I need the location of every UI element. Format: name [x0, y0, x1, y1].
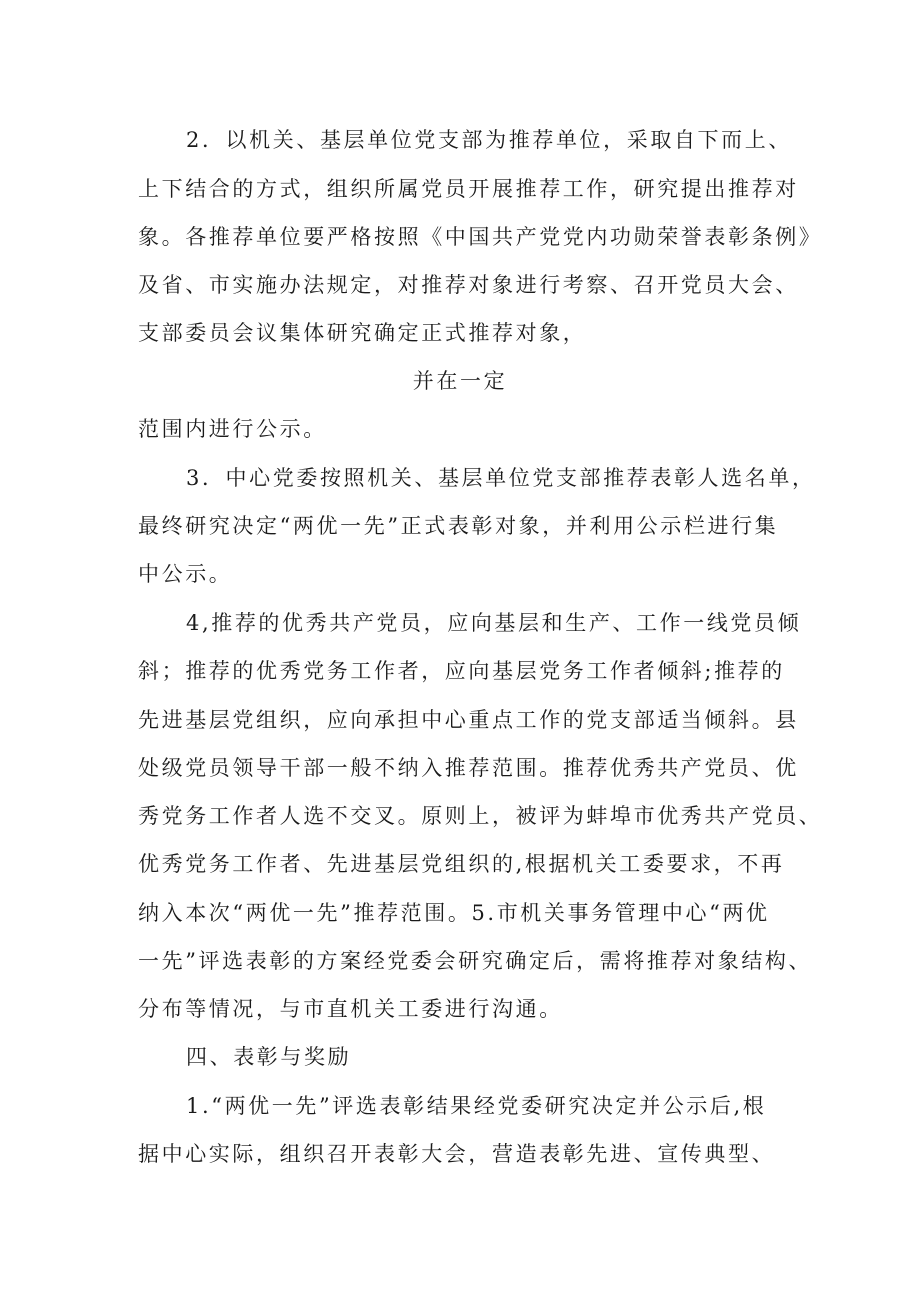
paragraph-4-line-6: 优秀党务工作者、先进基层党组织的,根据机关工委要求，不再 — [138, 852, 785, 876]
paragraph-3-line-1: 3．中心党委按照机关、基层单位党支部推荐表彰人选名单， — [186, 466, 816, 490]
paragraph-4-line-3: 先进基层党组织，应向承担中心重点工作的党支部适当倾斜。县 — [138, 708, 799, 732]
paragraph-5-line-2: 据中心实际，组织召开表彰大会，营造表彰先进、宣传典型、 — [138, 1142, 776, 1166]
paragraph-2-line-2: 上下结合的方式，组织所属党员开展推荐工作，研究提出推荐对 — [138, 177, 799, 201]
paragraph-3-line-2: 最终研究决定“两优一先”正式表彰对象，并利用公示栏进行集 — [138, 514, 779, 538]
paragraph-4-line-1: 4,推荐的优秀共产党员，应向基层和生产、工作一线党员倾 — [186, 611, 802, 635]
paragraph-2-line-5: 支部委员会议集体研究确定正式推荐对象， — [138, 321, 587, 345]
paragraph-2-line-1: 2．以机关、基层单位党支部为推荐单位，采取自下而上、 — [186, 128, 792, 152]
paragraph-2-line-3: 象。各推荐单位要严格按照《中国共产党党内功勋荣誉表彰条例》 — [138, 225, 823, 249]
paragraph-4-line-7: 纳入本次“两优一先”推荐范围。5.市机关事务管理中心“两优 — [138, 901, 770, 925]
section-heading: 四、表彰与奖励 — [186, 1045, 352, 1069]
paragraph-4-line-4: 处级党员领导干部一般不纳入推荐范围。推荐优秀共产党员、优 — [138, 756, 799, 780]
paragraph-2-line-6: 并在一定 — [412, 369, 508, 393]
paragraph-4-line-9: 分布等情况，与市直机关工委进行沟通。 — [138, 997, 563, 1021]
paragraph-4-line-5: 秀党务工作者人选不交叉。原则上，被评为蚌埠市优秀共产党员、 — [138, 804, 823, 828]
paragraph-2-line-4: 及省、市实施办法规定，对推荐对象进行考察、召开党员大会、 — [138, 273, 799, 297]
paragraph-4-line-8: 一先”评选表彰的方案经党委会研究确定后，需将推荐对象结构、 — [138, 949, 813, 973]
paragraph-4-line-2: 斜；推荐的优秀党务工作者，应向基层党务工作者倾斜;推荐的 — [138, 659, 785, 683]
paragraph-3-line-3: 中公示。 — [138, 562, 233, 586]
paragraph-2-line-7: 范围内进行公示。 — [138, 417, 327, 441]
paragraph-5-line-1: 1.“两优一先”评选表彰结果经党委研究决定并公示后,根 — [186, 1094, 767, 1118]
